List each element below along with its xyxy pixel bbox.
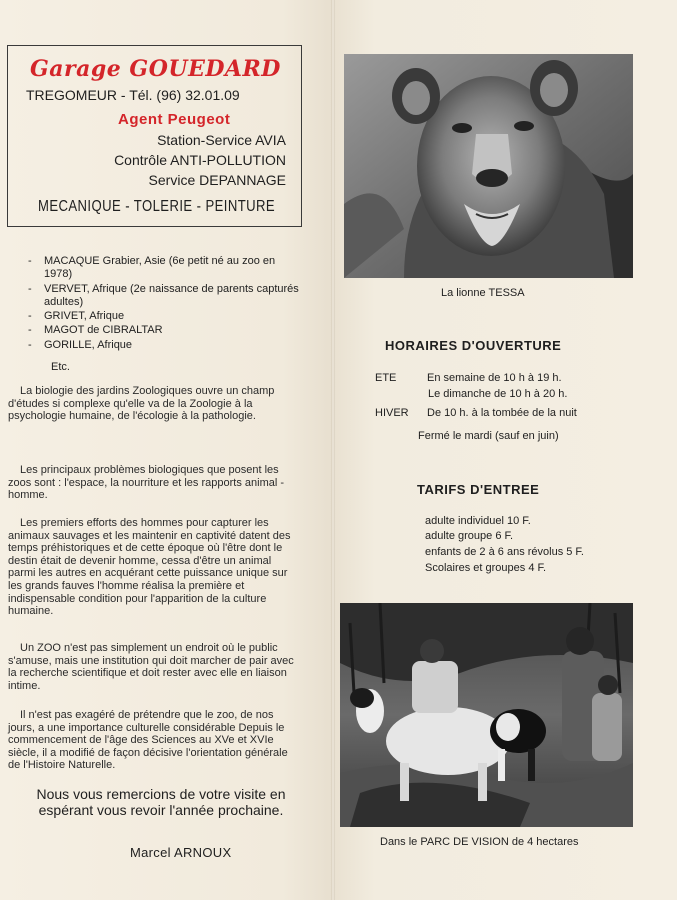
list-item: - MACAQUE Grabier, Asie (6e petit né au zoo en 1978)	[24, 255, 304, 282]
list-item: - MAGOT de CIBRALTAR	[24, 324, 304, 337]
garage-service: Service DEPANNAGE	[148, 172, 286, 188]
garage-address: TREGOMEUR - Tél. (96) 32.01.09	[26, 87, 240, 103]
garage-advert-box	[7, 45, 302, 227]
garage-name: Garage GOUEDARD	[30, 56, 281, 82]
species-etc: Etc.	[51, 361, 70, 373]
hours-season: HIVER	[375, 407, 409, 419]
garage-trades: MECANIQUE - TOLERIE - PEINTURE	[38, 198, 276, 215]
hours-title: HORAIRES D'OUVERTURE	[385, 338, 562, 353]
hours-text: Le dimanche de 10 h à 20 h.	[428, 388, 568, 400]
signature: Marcel ARNOUX	[130, 845, 232, 860]
body-paragraph: Il n'est pas exagéré de prétendre que le zoo, de nos jours, a une importance culturelle considérable Depuis le commencement de l'âge des Sciences au XVe et XVIe siècle, il a modifié de façon décisive l'orientation générale de l'Histoire Naturelle.	[8, 709, 288, 772]
prices-title: TARIFS D'ENTREE	[417, 482, 540, 497]
garage-service: Station-Service AVIA	[157, 132, 286, 148]
species-list	[24, 255, 304, 353]
page-fold	[331, 0, 335, 900]
thanks-message: Nous vous remercions de votre visite en espérant vous revoir l'année prochaine.	[36, 786, 286, 818]
body-paragraph: La biologie des jardins Zoologiques ouvre un champ d'études si complexe qu'elle va de la Zoologie à la psychologie humaine, de l'écologie à la pathologie.	[8, 385, 275, 423]
list-item: - GORILLE, Afrique	[24, 339, 304, 352]
hours-text: En semaine de 10 h à 19 h.	[427, 372, 562, 384]
body-paragraph: Un ZOO n'est pas simplement un endroit où le public s'amuse, mais une institution qui doit marcher de pair avec la recherche scientifique et doit rester avec elle en liaison intime.	[8, 642, 294, 692]
park-caption: Dans le PARC DE VISION de 4 hectares	[380, 836, 579, 848]
list-item: - GRIVET, Afrique	[24, 310, 304, 323]
price-row: Scolaires et groupes 4 F.	[425, 562, 547, 574]
garage-agent: Agent Peugeot	[118, 111, 231, 128]
price-row: adulte groupe 6 F.	[425, 530, 514, 542]
price-row: enfants de 2 à 6 ans révolus 5 F.	[425, 546, 584, 558]
lioness-photo	[344, 54, 633, 278]
body-paragraph: Les premiers efforts des hommes pour capturer les animaux sauvages et les maintenir en captivité datent des temps préhistoriques et de cette époque où l'être dont le destin était de devenir homme, cessa d'être un animal parmi les autres en acquérant cette puissance unique sur les grands fauves l'homme réalisa la première et indispensable condition pour l'apparition de la culture humaine.	[8, 517, 291, 618]
price-row: adulte individuel 10 F.	[425, 515, 531, 527]
lioness-caption: La lionne TESSA	[441, 287, 525, 299]
hours-season: ETE	[375, 372, 397, 384]
hours-text: De 10 h. à la tombée de la nuit	[427, 407, 577, 419]
hours-closed: Fermé le mardi (sauf en juin)	[418, 430, 559, 442]
park-photo	[340, 603, 633, 827]
garage-service: Contrôle ANTI-POLLUTION	[114, 152, 286, 168]
body-paragraph: Les principaux problèmes biologiques que posent les zoos sont : l'espace, la nourriture et les rapports animal - homme.	[8, 464, 285, 502]
list-item: - VERVET, Afrique (2e naissance de parents capturés adultes)	[24, 283, 304, 310]
